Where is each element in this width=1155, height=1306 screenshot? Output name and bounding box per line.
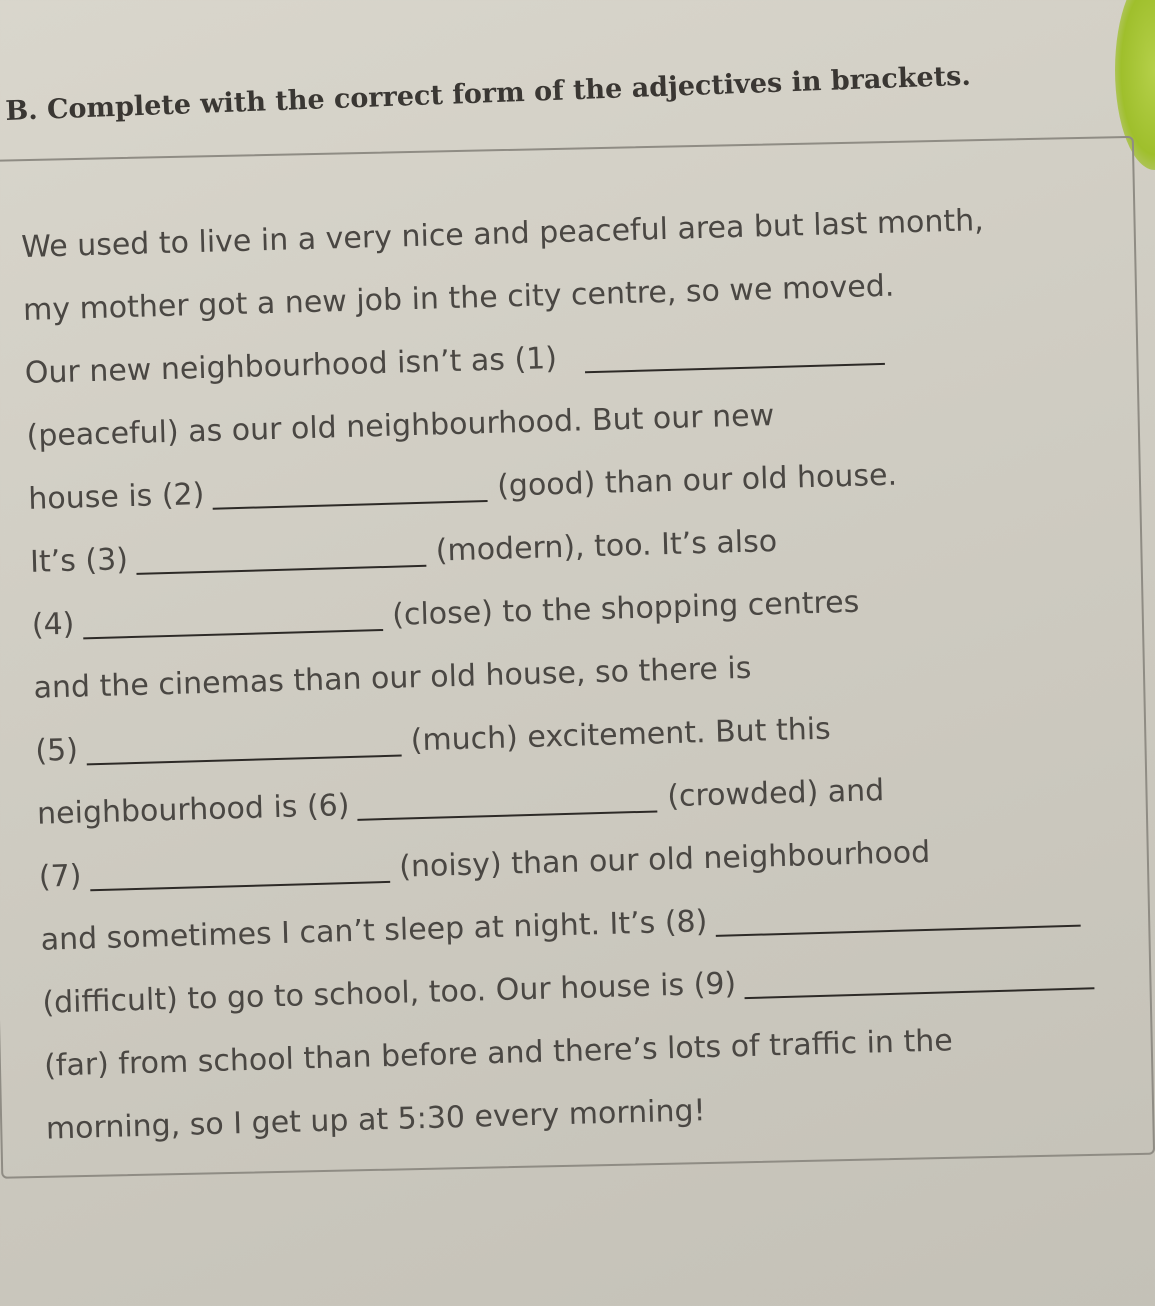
line-text: (far) from school than before and there’s lots of traffic in the <box>43 1023 954 1084</box>
line-text: morning, so I get up at 5:30 every morning! <box>45 1093 707 1147</box>
line-text: (difficult) to go to school, too. Our house is (9) <box>41 966 737 1021</box>
line-text: We used to live in a very nice and peaceful area but last month, <box>20 203 985 265</box>
line-text: and sometimes I can’t sleep at night. It’s (8) <box>40 904 708 958</box>
line-text: It’s (3) <box>29 542 129 580</box>
line-text: (good) than our old house. <box>496 457 898 504</box>
line-text: (4) <box>31 606 75 643</box>
line-text: my mother got a new job in the city centre, so we moved. <box>22 268 895 328</box>
exercise-instruction: B. Complete with the correct form of the adjectives in brackets. <box>4 60 972 127</box>
line-text: neighbourhood is (6) <box>36 788 350 832</box>
line-text: Our new neighbourhood isn’t as (1) <box>24 341 558 391</box>
line-text: (5) <box>34 732 79 769</box>
exercise-passage <box>20 168 1155 1147</box>
line-text: house is (2) <box>27 476 205 517</box>
line-text: (modern), too. It’s also <box>435 524 778 569</box>
line-text: (crowded) and <box>666 773 885 815</box>
line-text: (peaceful) as our old neighbourhood. But our new <box>26 398 775 454</box>
line-text: (noisy) than our old neighbourhood <box>398 834 931 885</box>
line-text: (close) to the shopping centres <box>391 584 860 633</box>
line-text: and the cinemas than our old house, so there is <box>33 650 752 706</box>
line-text: (7) <box>38 858 82 895</box>
line-text: (much) excitement. But this <box>410 711 832 759</box>
